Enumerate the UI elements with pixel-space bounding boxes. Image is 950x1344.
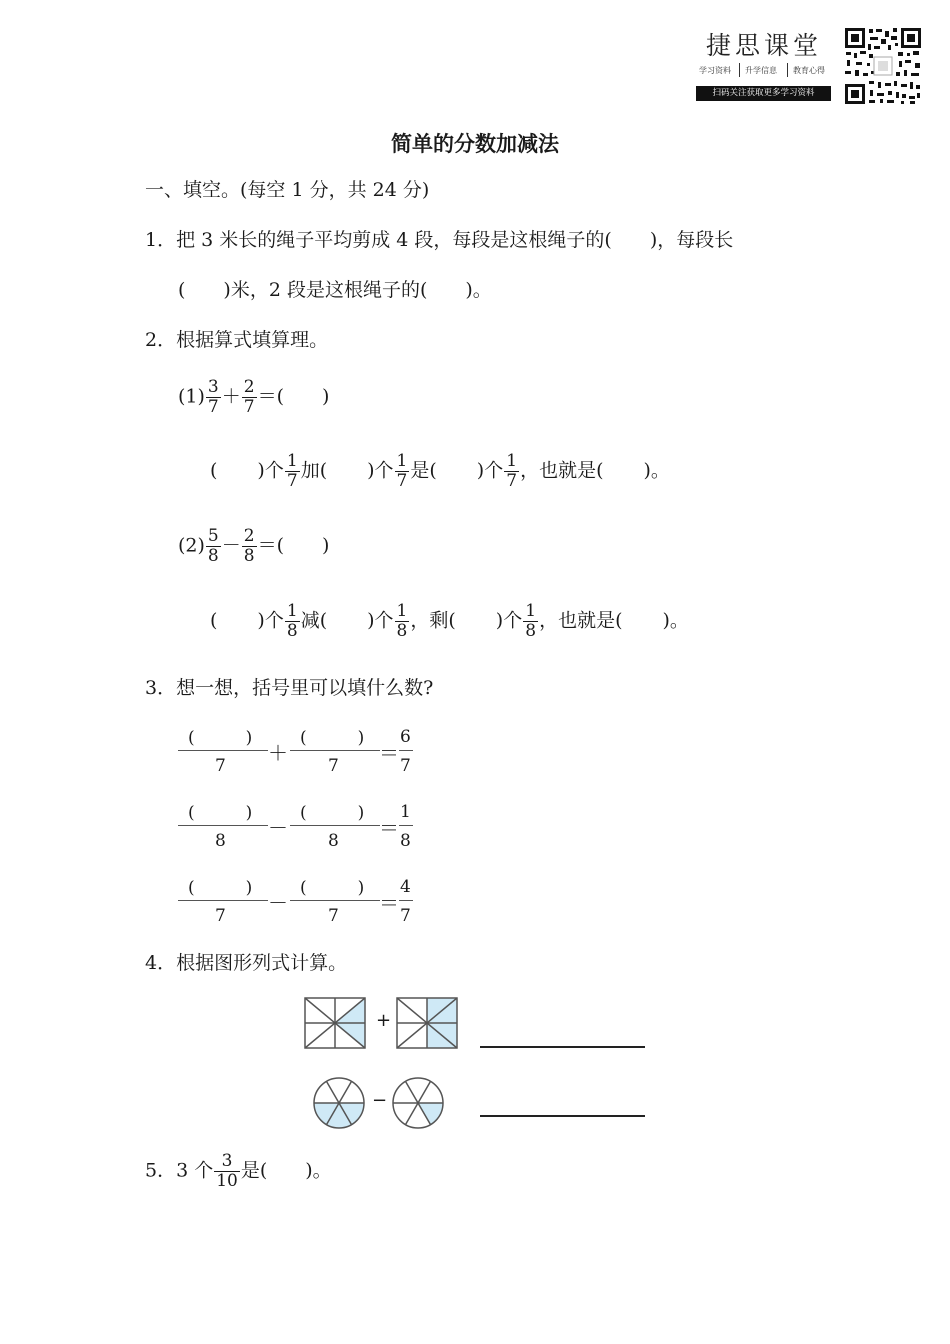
rect-diagram-2: [396, 997, 458, 1049]
operator: －: [268, 891, 288, 915]
minus-operator: －: [221, 534, 241, 557]
fraction-bar: [290, 900, 380, 901]
brand-tagline-1: 学习资料: [699, 66, 731, 75]
fraction: $\frac{3}{10}$: [216, 1151, 238, 1191]
fraction: $\frac{1}{7}$: [506, 451, 518, 491]
fraction: $\frac{1}{7}$: [286, 451, 298, 491]
equals-sign: ＝: [379, 891, 399, 915]
equals-blank: ＝( ): [257, 385, 330, 408]
fraction-bar: [178, 750, 268, 751]
blank-numerator[interactable]: ( ): [188, 728, 253, 748]
result-numerator: 1: [400, 802, 411, 822]
blank-numerator[interactable]: ( ): [188, 878, 253, 898]
q4-heading: 4．根据图形列式计算。: [145, 952, 348, 974]
fraction: $\frac{1}{8}$: [396, 601, 408, 641]
q2-heading: 2．根据算式填算理。: [145, 329, 329, 351]
result-denominator: 7: [400, 906, 411, 926]
result-denominator: 8: [400, 831, 411, 851]
result-numerator: 6: [400, 727, 411, 747]
q3-heading: 3．想一想，括号里可以填什么数?: [145, 677, 434, 699]
divider: [787, 63, 788, 77]
blank-numerator[interactable]: ( ): [188, 803, 253, 823]
fraction-bar: [290, 825, 380, 826]
answer-line[interactable]: [480, 1115, 645, 1117]
q5-line: 5．3 个 $\frac{3}{10}$ 是( )。: [145, 1151, 332, 1191]
denominator: 7: [215, 756, 226, 776]
fraction: $\frac{3}{7}$: [207, 377, 219, 417]
q1-line2: ( )米，2 段是这根绳子的( )。: [178, 279, 492, 301]
operator: －: [268, 816, 288, 840]
q2-part1-reasoning: ( )个 $\frac{1}{7}$ 加( )个 $\frac{1}{7}$ 是( )个 $\frac{1}{7}$ ，也就是( )。: [210, 451, 670, 491]
operator: ＋: [268, 741, 288, 765]
equals-blank: ＝( ): [257, 534, 330, 557]
fraction: $\frac{2}{8}$: [243, 526, 255, 566]
fraction-bar: [178, 825, 268, 826]
label: (2): [178, 534, 205, 557]
q2-part1-equation: [178, 378, 329, 417]
brand-banner: 扫码关注获取更多学习资料: [696, 86, 831, 101]
brand-tagline-3: 教育心得: [793, 66, 825, 75]
brand-tagline-2: 升学信息: [745, 66, 777, 75]
fraction-bar: [399, 750, 413, 751]
rect-diagram-1: [304, 997, 366, 1049]
denominator: 7: [328, 906, 339, 926]
plus-operator: +: [376, 1010, 392, 1031]
equals-sign: ＝: [379, 816, 399, 840]
page-title: 简单的分数加减法: [391, 132, 559, 156]
answer-line[interactable]: [480, 1046, 645, 1048]
equals-sign: ＝: [379, 741, 399, 765]
blank-numerator[interactable]: ( ): [300, 728, 365, 748]
fraction: $\frac{1}{7}$: [396, 451, 408, 491]
brand-name: 捷思课堂: [706, 31, 823, 60]
q2-part2-reasoning: ( )个 $\frac{1}{8}$ 减( )个 $\frac{1}{8}$ ，剩( )个 $\frac{1}{8}$ ，也就是( )。: [210, 601, 689, 641]
q1-line1: 1．把 3 米长的绳子平均剪成 4 段，每段是这根绳子的( )，每段长: [145, 229, 734, 251]
denominator: 8: [328, 831, 339, 851]
fraction: $\frac{1}{8}$: [286, 601, 298, 641]
section-heading: 一、填空。(每空 1 分，共 24 分): [145, 179, 430, 201]
fraction-bar: [178, 900, 268, 901]
label: (1): [178, 385, 205, 408]
qr-code-icon[interactable]: [843, 26, 923, 106]
denominator: 7: [328, 756, 339, 776]
blank-numerator[interactable]: ( ): [300, 803, 365, 823]
fraction-bar: [290, 750, 380, 751]
minus-operator: −: [372, 1090, 388, 1111]
fraction: $\frac{2}{7}$: [243, 377, 255, 417]
denominator: 8: [215, 831, 226, 851]
divider: [739, 63, 740, 77]
fraction-bar: [399, 825, 413, 826]
plus-operator: ＋: [221, 385, 241, 408]
denominator: 7: [215, 906, 226, 926]
result-denominator: 7: [400, 756, 411, 776]
result-numerator: 4: [400, 877, 411, 897]
fraction: $\frac{5}{8}$: [207, 526, 219, 566]
circle-diagram-1: [311, 1075, 367, 1131]
blank-numerator[interactable]: ( ): [300, 878, 365, 898]
q2-part2-equation: [178, 527, 329, 566]
fraction-bar: [399, 900, 413, 901]
circle-diagram-2: [390, 1075, 446, 1131]
fraction: $\frac{1}{8}$: [525, 601, 537, 641]
